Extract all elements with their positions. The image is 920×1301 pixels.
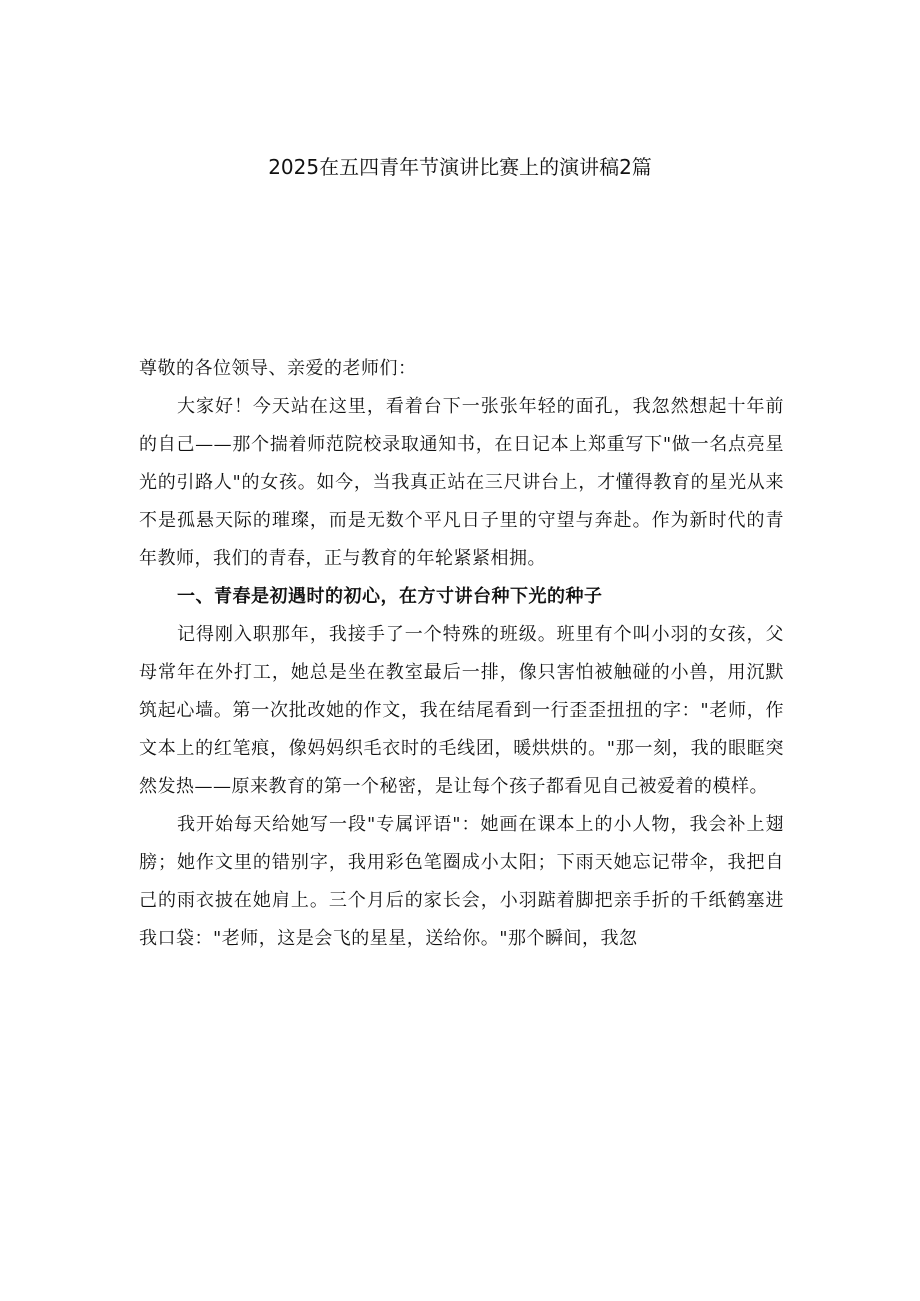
- section-heading: 一、青春是初遇时的初心，在方寸讲台种下光的种子: [177, 586, 603, 607]
- paragraph-intro: 大家好！今天站在这里，看着台下一张张年轻的面孔，我忽然想起十年前的自己——那个揣着师范院校录取通知书，在日记本上郑重写下"做一名点亮星光的引路人"的女孩。如今，当我真正站在三尺讲台上，才懂得教育的星光从来不是孤悬天际的璀璨，而是无数个平凡日子里的守望与奔赴。作为新时代的青年教师，我们的青春，正与教育的年轮紧紧相拥。: [139, 396, 784, 569]
- document-body: [139, 350, 784, 958]
- paragraph-story: 记得刚入职那年，我接手了一个特殊的班级。班里有个叫小羽的女孩，父母常年在外打工，她总是坐在教室最后一排，像只害怕被触碰的小兽，用沉默筑起心墙。第一次批改她的作文，我在结尾看到一行歪歪扭扭的字："老师，作文本上的红笔痕，像妈妈织毛衣时的毛线团，暖烘烘的。"那一刻，我的眼眶突然发热——原来教育的第一个秘密，是让每个孩子都看见自己被爱着的模样。: [139, 624, 784, 797]
- paragraph-comments: 我开始每天给她写一段"专属评语"：她画在课本上的小人物，我会补上翅膀；她作文里的错别字，我用彩色笔圈成小太阳；下雨天她忘记带伞，我把自己的雨衣披在她肩上。三个月后的家长会，小羽踮着脚把亲手折的千纸鹤塞进我口袋："老师，这是会飞的星星，送给你。"那个瞬间，我忽: [139, 814, 784, 949]
- document-title: 2025在五四青年节演讲比赛上的演讲稿2篇: [268, 155, 652, 179]
- salutation: 尊敬的各位领导、亲爱的老师们：: [139, 358, 417, 379]
